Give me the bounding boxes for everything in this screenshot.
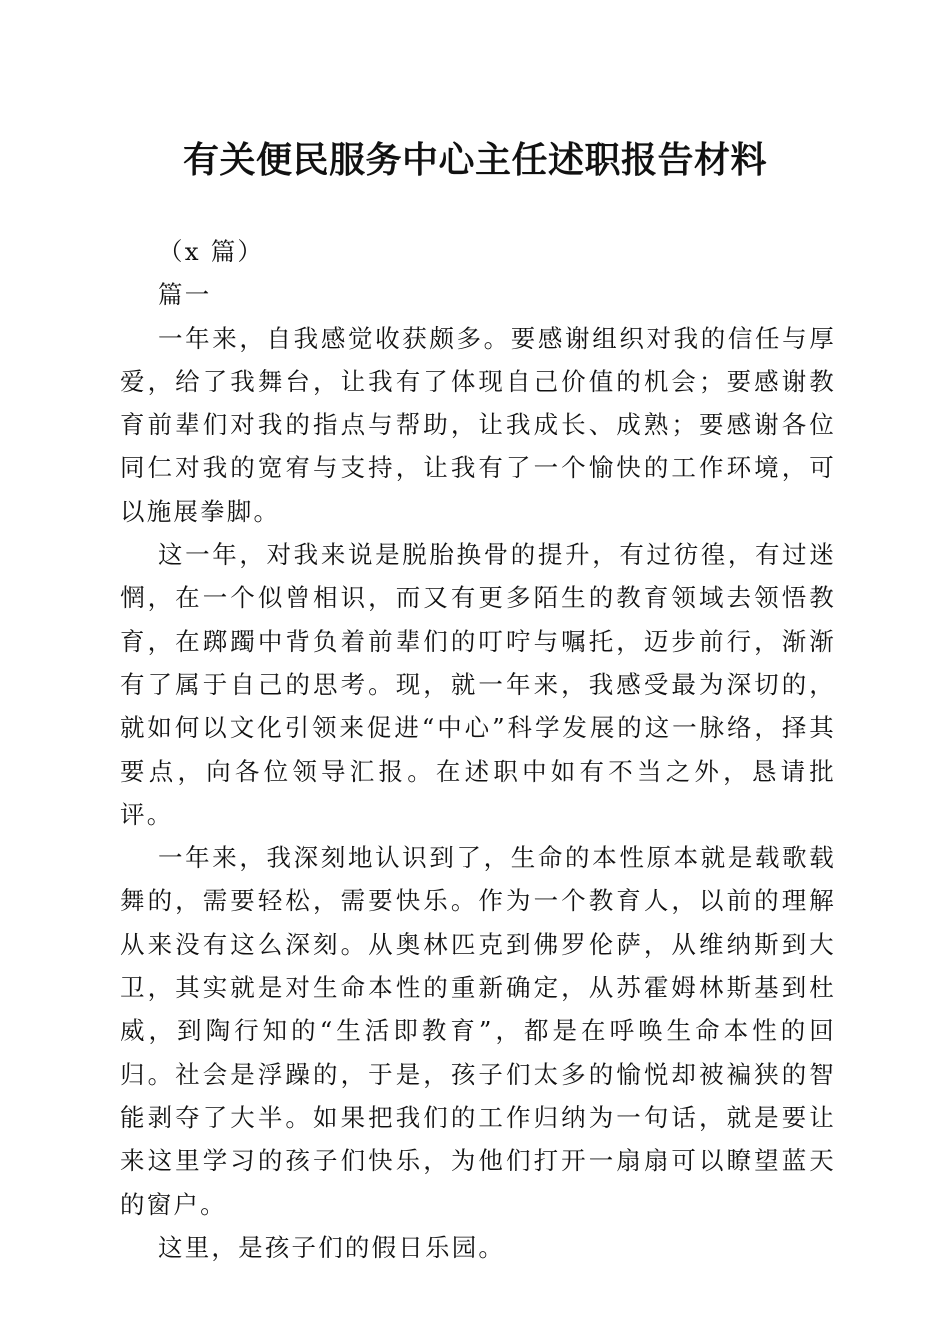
- document-subtitle: （x 篇）: [158, 237, 265, 266]
- paragraph-1: 一年来，自我感觉收获颇多。要感谢组织对我的信任与厚爱，给了我舞台，让我有了体现自己价值的机会；要感谢教育前辈们对我的指点与帮助，让我成长、成熟；要感谢各位同仁对我的宽宥与支持，让我有了一个愉快的工作环境，可以施展拳脚。: [120, 323, 836, 526]
- document-body: [120, 230, 836, 1269]
- section-label: 篇一: [158, 280, 212, 310]
- document-title: 有关便民服务中心主任述职报告材料: [182, 139, 767, 181]
- paragraph-2: 这一年，对我来说是脱胎换骨的提升，有过彷徨，有过迷惘，在一个似曾相识，而又有更多陌生的教育领域去领悟教育，在踯躅中背负着前辈们的叮咛与嘱托，迈步前行，渐渐有了属于自己的思考。现，就一年来，我感受最为深切的，就如何以文化引领来促进“中心”科学发展的这一脉络，择其要点，向各位领导汇报。在述职中如有不当之外，恳请批评。: [120, 540, 836, 829]
- paragraph-3: 一年来，我深刻地认识到了，生命的本性原本就是载歌载舞的，需要轻松，需要快乐。作为一个教育人，以前的理解从来没有这么深刻。从奥林匹克到佛罗伦萨，从维纳斯到大卫，其实就是对生命本性的重新确定，从苏霍姆林斯基到杜威，到陶行知的“生活即教育”，都是在呼唤生命本性的回归。社会是浮躁的，于是，孩子们太多的愉悦却被褊狭的智能剥夺了大半。如果把我们的工作归纳为一句话，就是要让来这里学习的孩子们快乐，为他们打开一扇扇可以瞭望蓝天的窗户。: [120, 843, 836, 1219]
- paragraph-4: 这里，是孩子们的假日乐园。: [158, 1232, 506, 1262]
